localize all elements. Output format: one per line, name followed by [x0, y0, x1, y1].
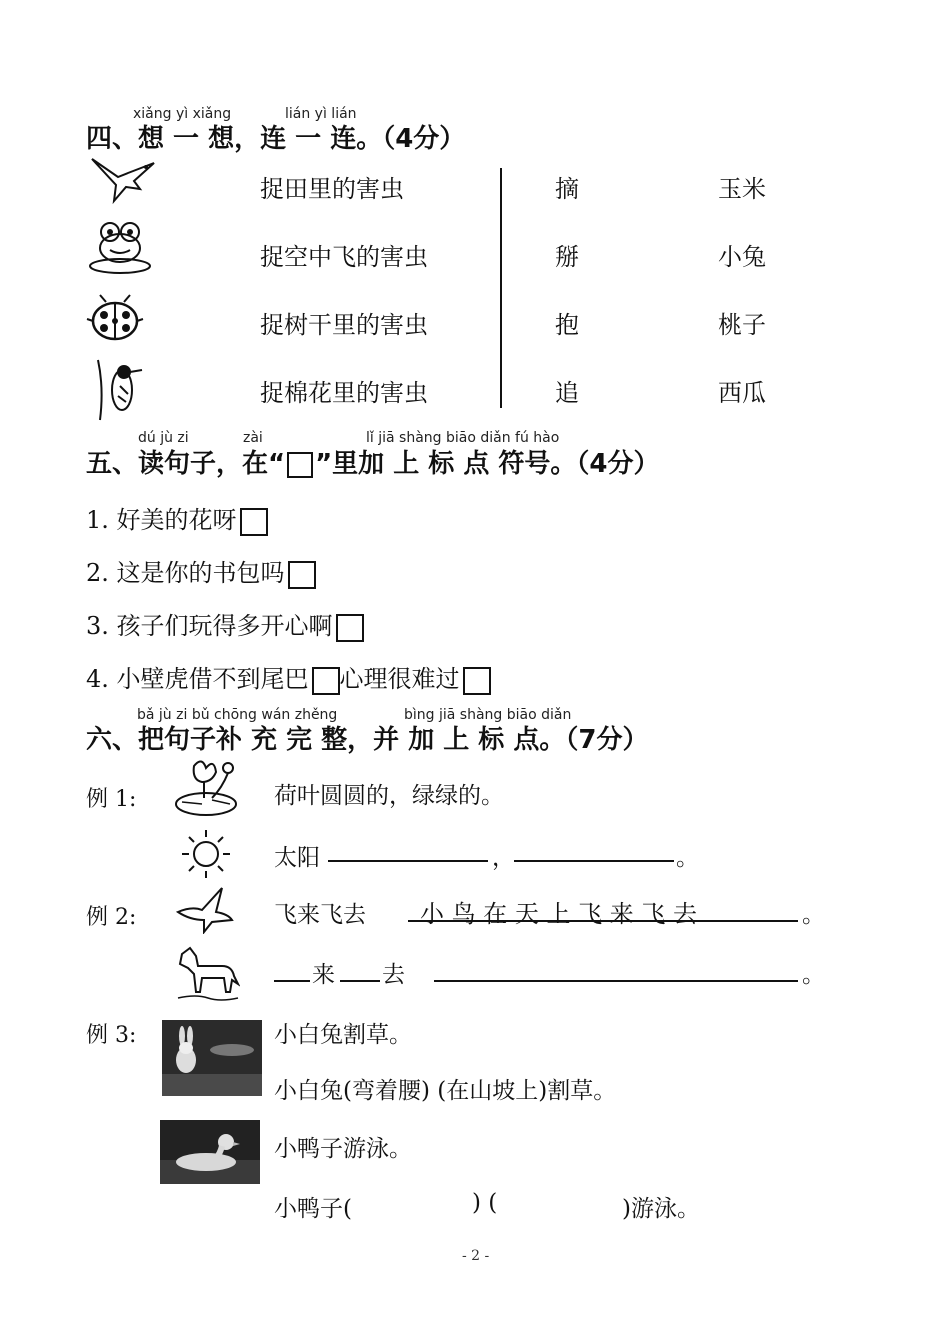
section-title-part: 五、读句子，在“ — [86, 449, 286, 479]
punctuation: 。 — [676, 845, 699, 871]
punctuation-box[interactable] — [336, 614, 364, 642]
exercise-text: 去 — [382, 962, 405, 988]
sentence-text: 3. 孩子们玩得多开心啊 — [86, 612, 333, 640]
punctuation-box[interactable] — [240, 508, 268, 536]
section-title: 四、想 一 想，连 一 连。（4分） — [86, 124, 466, 154]
punctuation: ， — [492, 845, 515, 871]
pinyin: dú jù zi — [138, 430, 189, 446]
section-title: 六、把句子补 充 完 整，并 加 上 标 点。（7分） — [86, 725, 649, 755]
match-mid-item: 抱 — [555, 311, 579, 339]
pinyin: bìng jiā shàng biāo diǎn — [404, 707, 572, 723]
match-left-item: 捉田里的害虫 — [260, 175, 404, 203]
sentence-item — [86, 659, 491, 695]
match-left-item: 捉树干里的害虫 — [260, 311, 428, 339]
sentence-item — [86, 500, 268, 536]
answer-line[interactable] — [274, 980, 310, 982]
exercise-text: 小鸭子( — [274, 1196, 352, 1222]
match-mid-item: 摘 — [555, 175, 579, 203]
pinyin: zài — [243, 430, 263, 446]
duck-photo — [160, 1120, 260, 1184]
example-sentence: 荷叶圆圆的，绿绿的。 — [274, 783, 504, 809]
exercise-text: )游泳。 — [622, 1196, 700, 1222]
sentence-text: 1. 好美的花呀 — [86, 506, 237, 534]
example-label: 例 1: — [86, 787, 137, 812]
match-right-item: 小兔 — [718, 243, 766, 271]
lotus-icon — [172, 758, 240, 818]
pinyin: lián yì lián — [285, 106, 357, 122]
match-left-item: 捉棉花里的害虫 — [260, 379, 428, 407]
answer-line[interactable] — [514, 860, 674, 862]
example-label: 例 2: — [86, 905, 137, 930]
example-answer: 小 鸟 在 天 上 飞 来 飞 去 — [420, 900, 698, 928]
match-right-item: 西瓜 — [718, 379, 766, 407]
sentence-text: 心理很难过 — [339, 665, 460, 693]
answer-line — [408, 920, 798, 922]
sentence-text: 4. 小壁虎借不到尾巴 — [86, 665, 309, 693]
sentence-text: 2. 这是你的书包吗 — [86, 559, 285, 587]
pinyin: bǎ jù zi bǔ chōng wán zhěng — [137, 707, 338, 723]
answer-line[interactable] — [328, 860, 488, 862]
punctuation-box[interactable] — [288, 561, 316, 589]
sentence-item — [86, 606, 364, 642]
pinyin: lǐ jiā shàng biāo diǎn fú hào — [366, 430, 560, 446]
punctuation: 。 — [802, 962, 825, 988]
swallow-icon — [88, 155, 160, 205]
section-title-part: ”里加 上 标 点 符号。（4分） — [315, 449, 660, 479]
woodpecker-icon — [90, 358, 146, 422]
exercise-text: 来 — [312, 962, 335, 988]
match-mid-item: 追 — [555, 379, 579, 407]
match-left-item: 捉空中飞的害虫 — [260, 243, 428, 271]
sentence-item — [86, 553, 316, 589]
divider — [500, 168, 502, 408]
punctuation-box[interactable] — [463, 667, 491, 695]
ladybug-icon — [86, 293, 144, 343]
example-label: 例 3: — [86, 1023, 137, 1048]
match-right-item: 玉米 — [718, 175, 766, 203]
page-number: - 2 - — [462, 1248, 490, 1264]
horse-icon — [176, 944, 240, 1002]
pinyin: xiǎng yì xiǎng — [133, 106, 232, 122]
exercise-text: 太阳 — [274, 845, 320, 871]
match-right-item: 桃子 — [718, 311, 766, 339]
bird-icon — [176, 884, 234, 934]
section-title — [86, 443, 659, 480]
example-sentence: 小白兔割草。 — [274, 1022, 412, 1048]
sun-icon — [180, 828, 232, 880]
rabbit-photo — [162, 1020, 262, 1096]
exercise-text: 飞来飞去 — [274, 902, 366, 928]
punctuation-box[interactable] — [312, 667, 340, 695]
frog-icon — [86, 218, 154, 276]
exercise-text: ) ( — [472, 1190, 498, 1216]
example-sentence: 小白兔(弯着腰) (在山坡上)割草。 — [274, 1078, 617, 1104]
example-sentence: 小鸭子游泳。 — [274, 1136, 412, 1162]
answer-line[interactable] — [340, 980, 380, 982]
punctuation: 。 — [802, 902, 825, 928]
answer-line[interactable] — [434, 980, 798, 982]
answer-box-icon — [287, 452, 313, 478]
match-mid-item: 掰 — [555, 243, 579, 271]
